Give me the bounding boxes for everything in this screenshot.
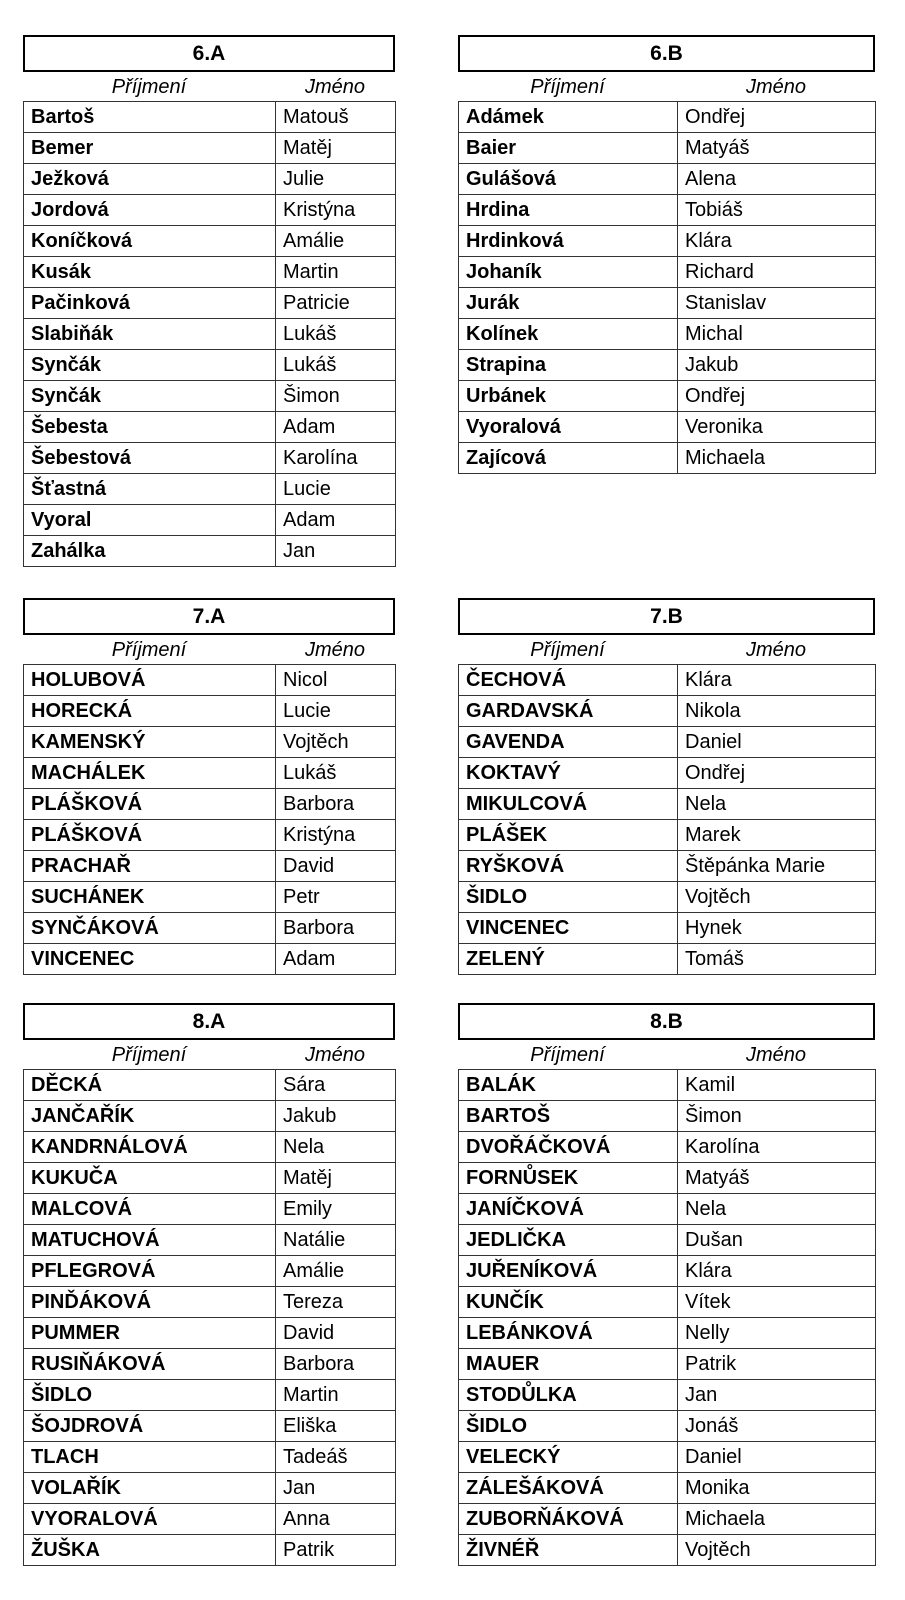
surname-cell: BARTOŠ bbox=[459, 1101, 678, 1132]
name-cell: Ondřej bbox=[678, 102, 876, 133]
class-block-8a bbox=[23, 1003, 395, 1566]
name-cell: Štěpánka Marie bbox=[678, 851, 876, 882]
surname-cell: Kolínek bbox=[459, 319, 678, 350]
surname-cell: LEBÁNKOVÁ bbox=[459, 1318, 678, 1349]
table-row bbox=[459, 102, 876, 133]
name-cell: Tadeáš bbox=[276, 1442, 396, 1473]
name-cell: Michal bbox=[678, 319, 876, 350]
name-cell: Matěj bbox=[276, 133, 396, 164]
table-row bbox=[459, 412, 876, 443]
name-cell: Sára bbox=[276, 1070, 396, 1101]
table-row bbox=[459, 1504, 876, 1535]
table-row bbox=[24, 381, 396, 412]
name-cell: Stanislav bbox=[678, 288, 876, 319]
surname-cell: ŠIDLO bbox=[24, 1380, 276, 1411]
table-row bbox=[24, 505, 396, 536]
surname-cell: KOKTAVÝ bbox=[459, 758, 678, 789]
name-cell: Matěj bbox=[276, 1163, 396, 1194]
table-row bbox=[459, 1194, 876, 1225]
table-row bbox=[24, 164, 396, 195]
table-row bbox=[459, 257, 876, 288]
table-row bbox=[459, 1225, 876, 1256]
table-row bbox=[459, 226, 876, 257]
name-cell: Natálie bbox=[276, 1225, 396, 1256]
surname-cell: DVOŘÁČKOVÁ bbox=[459, 1132, 678, 1163]
table-row bbox=[459, 1349, 876, 1380]
name-cell: Matyáš bbox=[678, 133, 876, 164]
surname-cell: Jordová bbox=[24, 195, 276, 226]
name-cell: Šimon bbox=[678, 1101, 876, 1132]
student-table bbox=[23, 1069, 396, 1566]
surname-cell: KAMENSKÝ bbox=[24, 727, 276, 758]
surname-cell: MIKULCOVÁ bbox=[459, 789, 678, 820]
name-cell: Lucie bbox=[276, 696, 396, 727]
name-cell: Jan bbox=[276, 536, 396, 567]
table-row bbox=[24, 758, 396, 789]
name-cell: Patrik bbox=[678, 1349, 876, 1380]
name-cell: Adam bbox=[276, 944, 396, 975]
surname-cell: Urbánek bbox=[459, 381, 678, 412]
surname-cell: Pačinková bbox=[24, 288, 276, 319]
table-row bbox=[459, 1132, 876, 1163]
name-column-header: Jméno bbox=[304, 1044, 366, 1066]
student-table bbox=[23, 101, 396, 567]
table-row bbox=[459, 882, 876, 913]
table-row bbox=[459, 913, 876, 944]
column-header-row bbox=[23, 1040, 395, 1069]
table-row bbox=[459, 851, 876, 882]
surname-cell: Hrdina bbox=[459, 195, 678, 226]
table-row bbox=[459, 133, 876, 164]
table-row bbox=[24, 412, 396, 443]
student-rows bbox=[24, 665, 396, 975]
table-row bbox=[24, 133, 396, 164]
student-rows bbox=[459, 1070, 876, 1566]
class-title: 7.A bbox=[23, 598, 395, 635]
table-row bbox=[24, 1225, 396, 1256]
table-row bbox=[24, 1132, 396, 1163]
table-row bbox=[24, 851, 396, 882]
class-title: 8.B bbox=[458, 1003, 875, 1040]
name-cell: Klára bbox=[678, 1256, 876, 1287]
table-row bbox=[459, 350, 876, 381]
table-row bbox=[24, 882, 396, 913]
surname-cell: JEDLIČKA bbox=[459, 1225, 678, 1256]
table-row bbox=[24, 1163, 396, 1194]
surname-cell: HORECKÁ bbox=[24, 696, 276, 727]
table-row bbox=[24, 1070, 396, 1101]
surname-column-header: Příjmení bbox=[530, 639, 605, 661]
surname-cell: Vyoralová bbox=[459, 412, 678, 443]
table-row bbox=[459, 443, 876, 474]
student-rows bbox=[24, 102, 396, 567]
table-row bbox=[459, 1101, 876, 1132]
name-column-header: Jméno bbox=[304, 76, 366, 98]
surname-cell: Slabiňák bbox=[24, 319, 276, 350]
surname-cell: GAVENDA bbox=[459, 727, 678, 758]
name-cell: Nela bbox=[276, 1132, 396, 1163]
surname-cell: Jurák bbox=[459, 288, 678, 319]
name-cell: Julie bbox=[276, 164, 396, 195]
table-row bbox=[24, 1287, 396, 1318]
surname-cell: ZÁLEŠÁKOVÁ bbox=[459, 1473, 678, 1504]
table-row bbox=[24, 1442, 396, 1473]
name-cell: Karolína bbox=[678, 1132, 876, 1163]
student-rows bbox=[459, 102, 876, 474]
surname-cell: Vyoral bbox=[24, 505, 276, 536]
name-cell: Nicol bbox=[276, 665, 396, 696]
surname-cell: Adámek bbox=[459, 102, 678, 133]
surname-cell: ŠIDLO bbox=[459, 1411, 678, 1442]
column-header-row bbox=[458, 72, 875, 101]
surname-cell: GARDAVSKÁ bbox=[459, 696, 678, 727]
table-row bbox=[459, 1256, 876, 1287]
table-row bbox=[24, 1380, 396, 1411]
surname-cell: Synčák bbox=[24, 350, 276, 381]
table-row bbox=[24, 474, 396, 505]
table-row bbox=[24, 1318, 396, 1349]
class-block-6a bbox=[23, 35, 395, 567]
name-cell: Matyáš bbox=[678, 1163, 876, 1194]
surname-cell: BALÁK bbox=[459, 1070, 678, 1101]
column-header-row bbox=[23, 635, 395, 664]
surname-cell: Bemer bbox=[24, 133, 276, 164]
table-row bbox=[459, 1442, 876, 1473]
surname-cell: KUKUČA bbox=[24, 1163, 276, 1194]
name-cell: Anna bbox=[276, 1504, 396, 1535]
class-block-7a bbox=[23, 598, 395, 975]
table-row bbox=[459, 1070, 876, 1101]
student-rows bbox=[24, 1070, 396, 1566]
name-cell: Kristýna bbox=[276, 195, 396, 226]
name-column-header: Jméno bbox=[304, 639, 366, 661]
surname-cell: PLÁŠKOVÁ bbox=[24, 789, 276, 820]
name-cell: Alena bbox=[678, 164, 876, 195]
surname-cell: DĚCKÁ bbox=[24, 1070, 276, 1101]
name-cell: Kristýna bbox=[276, 820, 396, 851]
surname-cell: VELECKÝ bbox=[459, 1442, 678, 1473]
surname-cell: PFLEGROVÁ bbox=[24, 1256, 276, 1287]
name-cell: Jonáš bbox=[678, 1411, 876, 1442]
surname-cell: PRACHAŘ bbox=[24, 851, 276, 882]
table-row bbox=[24, 195, 396, 226]
name-cell: Jakub bbox=[276, 1101, 396, 1132]
name-cell: Barbora bbox=[276, 789, 396, 820]
table-row bbox=[24, 350, 396, 381]
name-cell: Marek bbox=[678, 820, 876, 851]
table-row bbox=[24, 257, 396, 288]
class-title: 7.B bbox=[458, 598, 875, 635]
surname-column-header: Příjmení bbox=[111, 1044, 187, 1066]
name-cell: Vojtěch bbox=[678, 882, 876, 913]
table-row bbox=[24, 443, 396, 474]
surname-cell: FORNŮSEK bbox=[459, 1163, 678, 1194]
table-row bbox=[459, 1163, 876, 1194]
table-row bbox=[24, 1101, 396, 1132]
class-title: 8.A bbox=[23, 1003, 395, 1040]
name-cell: David bbox=[276, 851, 396, 882]
surname-cell: Šebestová bbox=[24, 443, 276, 474]
surname-cell: Zahálka bbox=[24, 536, 276, 567]
surname-cell: RUSIŇÁKOVÁ bbox=[24, 1349, 276, 1380]
name-cell: Tereza bbox=[276, 1287, 396, 1318]
student-rows bbox=[459, 665, 876, 975]
surname-cell: Kusák bbox=[24, 257, 276, 288]
name-cell: Patricie bbox=[276, 288, 396, 319]
name-cell: Jan bbox=[276, 1473, 396, 1504]
table-row bbox=[459, 1411, 876, 1442]
name-column-header: Jméno bbox=[745, 1044, 807, 1066]
name-cell: Veronika bbox=[678, 412, 876, 443]
table-row bbox=[24, 1473, 396, 1504]
name-cell: Amálie bbox=[276, 226, 396, 257]
surname-column-header: Příjmení bbox=[111, 76, 187, 98]
table-row bbox=[459, 288, 876, 319]
surname-cell: Gulášová bbox=[459, 164, 678, 195]
table-row bbox=[24, 226, 396, 257]
name-cell: Emily bbox=[276, 1194, 396, 1225]
name-cell: Eliška bbox=[276, 1411, 396, 1442]
table-row bbox=[24, 1535, 396, 1566]
table-row bbox=[24, 102, 396, 133]
surname-cell: ŠIDLO bbox=[459, 882, 678, 913]
surname-cell: MAUER bbox=[459, 1349, 678, 1380]
name-cell: Nelly bbox=[678, 1318, 876, 1349]
surname-cell: ZELENÝ bbox=[459, 944, 678, 975]
surname-cell: Koníčková bbox=[24, 226, 276, 257]
name-cell: Daniel bbox=[678, 727, 876, 758]
table-row bbox=[459, 1380, 876, 1411]
name-cell: Patrik bbox=[276, 1535, 396, 1566]
column-header-row bbox=[23, 72, 395, 101]
table-row bbox=[24, 944, 396, 975]
name-cell: Vítek bbox=[678, 1287, 876, 1318]
surname-cell: STODŮLKA bbox=[459, 1380, 678, 1411]
name-cell: Michaela bbox=[678, 1504, 876, 1535]
surname-cell: PUMMER bbox=[24, 1318, 276, 1349]
table-row bbox=[459, 1318, 876, 1349]
surname-cell: Šťastná bbox=[24, 474, 276, 505]
surname-cell: MALCOVÁ bbox=[24, 1194, 276, 1225]
surname-cell: Strapina bbox=[459, 350, 678, 381]
name-cell: Karolína bbox=[276, 443, 396, 474]
name-cell: Barbora bbox=[276, 1349, 396, 1380]
name-cell: Martin bbox=[276, 1380, 396, 1411]
surname-cell: Johaník bbox=[459, 257, 678, 288]
name-cell: Klára bbox=[678, 665, 876, 696]
table-row bbox=[459, 820, 876, 851]
surname-cell: KUNČÍK bbox=[459, 1287, 678, 1318]
column-header-row bbox=[458, 1040, 875, 1069]
surname-cell: VINCENEC bbox=[24, 944, 276, 975]
table-row bbox=[459, 727, 876, 758]
name-cell: Vojtěch bbox=[678, 1535, 876, 1566]
name-cell: Nikola bbox=[678, 696, 876, 727]
student-table bbox=[458, 1069, 876, 1566]
class-block-6b bbox=[458, 35, 875, 474]
table-row bbox=[24, 1256, 396, 1287]
name-cell: Adam bbox=[276, 412, 396, 443]
name-cell: Nela bbox=[678, 1194, 876, 1225]
surname-cell: ZUBORŇÁKOVÁ bbox=[459, 1504, 678, 1535]
surname-cell: ČECHOVÁ bbox=[459, 665, 678, 696]
surname-cell: PLÁŠEK bbox=[459, 820, 678, 851]
name-column-header: Jméno bbox=[745, 639, 807, 661]
name-cell: Šimon bbox=[276, 381, 396, 412]
surname-cell: Baier bbox=[459, 133, 678, 164]
surname-cell: VINCENEC bbox=[459, 913, 678, 944]
name-cell: Richard bbox=[678, 257, 876, 288]
surname-cell: MACHÁLEK bbox=[24, 758, 276, 789]
surname-column-header: Příjmení bbox=[530, 1044, 605, 1066]
surname-cell: Bartoš bbox=[24, 102, 276, 133]
table-row bbox=[24, 696, 396, 727]
name-cell: Martin bbox=[276, 257, 396, 288]
student-table bbox=[23, 664, 396, 975]
surname-cell: RYŠKOVÁ bbox=[459, 851, 678, 882]
name-cell: Lukáš bbox=[276, 350, 396, 381]
name-cell: Jan bbox=[678, 1380, 876, 1411]
name-cell: David bbox=[276, 1318, 396, 1349]
student-table bbox=[458, 101, 876, 474]
surname-cell: Ježková bbox=[24, 164, 276, 195]
surname-cell: HOLUBOVÁ bbox=[24, 665, 276, 696]
surname-cell: JANČAŘÍK bbox=[24, 1101, 276, 1132]
surname-cell: SYNČÁKOVÁ bbox=[24, 913, 276, 944]
surname-cell: JANÍČKOVÁ bbox=[459, 1194, 678, 1225]
table-row bbox=[459, 665, 876, 696]
name-cell: Lucie bbox=[276, 474, 396, 505]
name-cell: Ondřej bbox=[678, 381, 876, 412]
table-row bbox=[24, 1349, 396, 1380]
surname-cell: ŽIVNÉŘ bbox=[459, 1535, 678, 1566]
name-cell: Lukáš bbox=[276, 758, 396, 789]
table-row bbox=[24, 1411, 396, 1442]
class-block-8b bbox=[458, 1003, 875, 1566]
name-cell: Monika bbox=[678, 1473, 876, 1504]
class-title: 6.B bbox=[458, 35, 875, 72]
table-row bbox=[24, 913, 396, 944]
table-row bbox=[459, 696, 876, 727]
surname-cell: Hrdinková bbox=[459, 226, 678, 257]
name-cell: Adam bbox=[276, 505, 396, 536]
class-title: 6.A bbox=[23, 35, 395, 72]
name-cell: Vojtěch bbox=[276, 727, 396, 758]
table-row bbox=[24, 319, 396, 350]
student-table bbox=[458, 664, 876, 975]
table-row bbox=[459, 1535, 876, 1566]
name-cell: Dušan bbox=[678, 1225, 876, 1256]
surname-cell: ŽUŠKA bbox=[24, 1535, 276, 1566]
table-row bbox=[24, 665, 396, 696]
name-cell: Barbora bbox=[276, 913, 396, 944]
name-cell: Jakub bbox=[678, 350, 876, 381]
name-cell: Klára bbox=[678, 226, 876, 257]
table-row bbox=[459, 195, 876, 226]
surname-cell: JUŘENÍKOVÁ bbox=[459, 1256, 678, 1287]
table-row bbox=[459, 381, 876, 412]
surname-cell: VYORALOVÁ bbox=[24, 1504, 276, 1535]
table-row bbox=[24, 727, 396, 758]
surname-cell: PINĎÁKOVÁ bbox=[24, 1287, 276, 1318]
table-row bbox=[24, 1194, 396, 1225]
name-cell: Hynek bbox=[678, 913, 876, 944]
surname-cell: ŠOJDROVÁ bbox=[24, 1411, 276, 1442]
table-row bbox=[459, 944, 876, 975]
surname-cell: VOLAŘÍK bbox=[24, 1473, 276, 1504]
table-row bbox=[24, 1504, 396, 1535]
name-cell: Nela bbox=[678, 789, 876, 820]
surname-cell: TLACH bbox=[24, 1442, 276, 1473]
surname-cell: SUCHÁNEK bbox=[24, 882, 276, 913]
surname-column-header: Příjmení bbox=[111, 639, 187, 661]
name-cell: Michaela bbox=[678, 443, 876, 474]
table-row bbox=[24, 536, 396, 567]
column-header-row bbox=[458, 635, 875, 664]
table-row bbox=[459, 1473, 876, 1504]
name-cell: Kamil bbox=[678, 1070, 876, 1101]
table-row bbox=[459, 164, 876, 195]
surname-cell: PLÁŠKOVÁ bbox=[24, 820, 276, 851]
name-cell: Petr bbox=[276, 882, 396, 913]
table-row bbox=[24, 820, 396, 851]
surname-cell: Šebesta bbox=[24, 412, 276, 443]
surname-cell: MATUCHOVÁ bbox=[24, 1225, 276, 1256]
name-cell: Lukáš bbox=[276, 319, 396, 350]
surname-cell: Synčák bbox=[24, 381, 276, 412]
table-row bbox=[24, 288, 396, 319]
table-row bbox=[459, 1287, 876, 1318]
surname-cell: Zajícová bbox=[459, 443, 678, 474]
table-row bbox=[459, 789, 876, 820]
table-row bbox=[24, 789, 396, 820]
name-cell: Daniel bbox=[678, 1442, 876, 1473]
name-cell: Amálie bbox=[276, 1256, 396, 1287]
table-row bbox=[459, 319, 876, 350]
name-cell: Tomáš bbox=[678, 944, 876, 975]
name-cell: Tobiáš bbox=[678, 195, 876, 226]
name-column-header: Jméno bbox=[745, 76, 807, 98]
surname-cell: KANDRNÁLOVÁ bbox=[24, 1132, 276, 1163]
class-block-7b bbox=[458, 598, 875, 975]
name-cell: Ondřej bbox=[678, 758, 876, 789]
surname-column-header: Příjmení bbox=[530, 76, 605, 98]
table-row bbox=[459, 758, 876, 789]
name-cell: Matouš bbox=[276, 102, 396, 133]
